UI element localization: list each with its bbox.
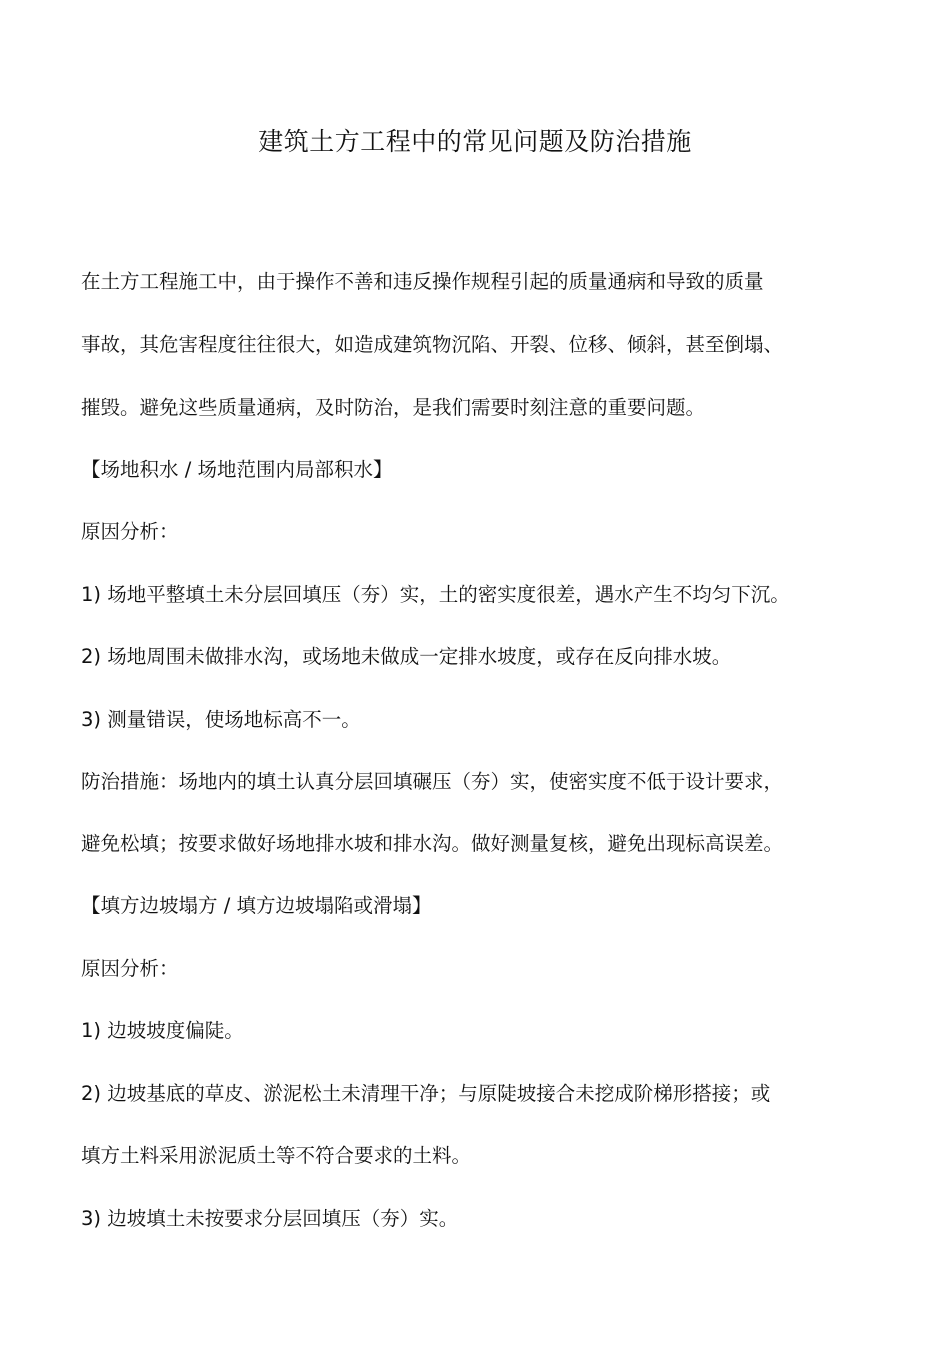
prevention-line-2: 避免松填；按要求做好场地排水坡和排水沟。做好测量复核，避免出现标高误差。 bbox=[81, 832, 784, 855]
intro-line-1: 在土方工程施工中，由于操作不善和违反操作规程引起的质量通病和导致的质量 bbox=[81, 270, 764, 293]
slope-cause-item-2: 2) 边坡基底的草皮、淤泥松土未清理干净；与原陡坡接合未挖成阶梯形搭接；或 bbox=[81, 1082, 771, 1105]
section-heading-site-water: 【场地积水 / 场地范围内局部积水】 bbox=[81, 458, 393, 481]
cause-analysis-label-2: 原因分析： bbox=[81, 957, 179, 980]
prevention-line-1: 防治措施：场地内的填土认真分层回填碾压（夯）实，使密实度不低于设计要求， bbox=[81, 770, 784, 793]
slope-cause-item-3: 3) 边坡填土未按要求分层回填压（夯）实。 bbox=[81, 1207, 459, 1230]
intro-line-2: 事故，其危害程度往往很大，如造成建筑物沉陷、开裂、位移、倾斜，甚至倒塌、 bbox=[81, 333, 784, 356]
cause-analysis-label: 原因分析： bbox=[81, 520, 179, 543]
slope-cause-item-2-cont: 填方土料采用淤泥质土等不符合要求的土料。 bbox=[81, 1144, 472, 1167]
section-heading-slope-collapse: 【填方边坡塌方 / 填方边坡塌陷或滑塌】 bbox=[81, 894, 432, 917]
cause-item-2: 2) 场地周围未做排水沟，或场地未做成一定排水坡度，或存在反向排水坡。 bbox=[81, 645, 732, 668]
slope-cause-item-1: 1) 边坡坡度偏陡。 bbox=[81, 1019, 244, 1042]
intro-line-3: 摧毁。避免这些质量通病，及时防治，是我们需要时刻注意的重要问题。 bbox=[81, 396, 706, 419]
cause-item-1: 1) 场地平整填土未分层回填压（夯）实，土的密实度很差，遇水产生不均匀下沉。 bbox=[81, 583, 790, 606]
cause-item-3: 3) 测量错误，使场地标高不一。 bbox=[81, 708, 361, 731]
document-title: 建筑土方工程中的常见问题及防治措施 bbox=[258, 127, 692, 156]
